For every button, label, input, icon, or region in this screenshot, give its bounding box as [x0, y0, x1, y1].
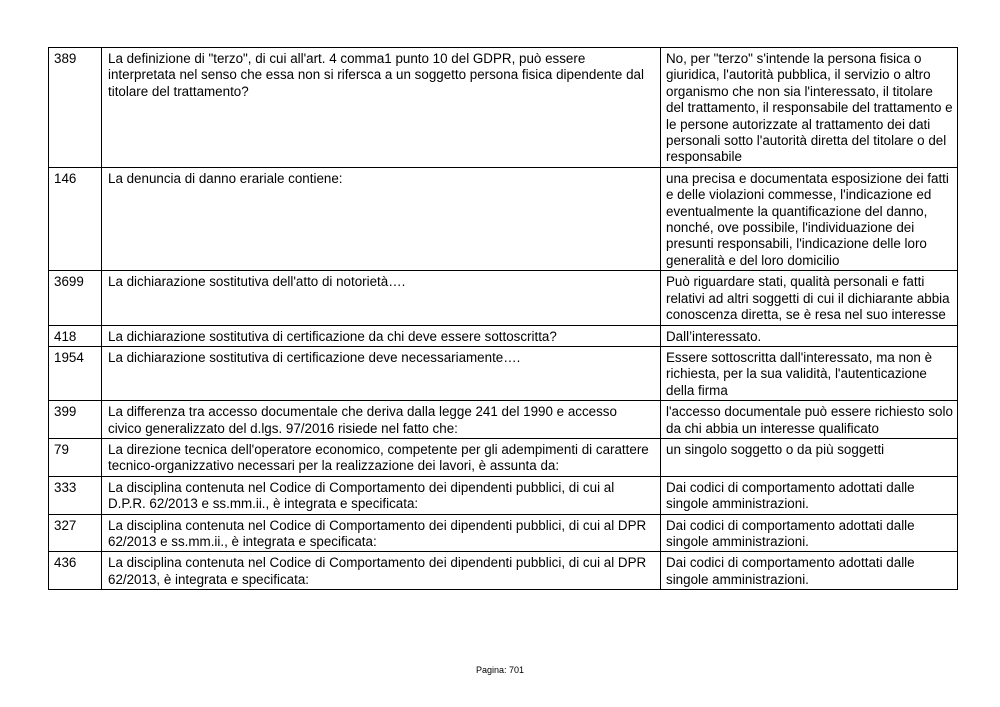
question-number: 436	[49, 552, 102, 590]
question-text: La disciplina contenuta nel Codice di Comportamento dei dipendenti pubblici, di cui al DPR 62/2013, è integrata e specificata:	[102, 552, 661, 590]
question-number: 399	[49, 401, 102, 439]
table-row	[49, 552, 958, 590]
table-body	[49, 48, 958, 590]
answer-text: Dai codici di comportamento adottati dalle singole amministrazioni.	[661, 476, 958, 514]
question-number: 79	[49, 438, 102, 476]
answer-text: un singolo soggetto o da più soggetti	[661, 438, 958, 476]
answer-text: Dai codici di comportamento adottati dalle singole amministrazioni.	[661, 552, 958, 590]
answer-text: Dall’interessato.	[661, 325, 958, 346]
question-text: La disciplina contenuta nel Codice di Comportamento dei dipendenti pubblici, di cui al DPR 62/2013 e ss.mm.ii., è integrata e specificata:	[102, 514, 661, 552]
question-text: La direzione tecnica dell'operatore economico, competente per gli adempimenti di carattere tecnico-organizzativo necessari per la realizzazione dei lavori, è assunta da:	[102, 438, 661, 476]
question-number: 418	[49, 325, 102, 346]
table-row	[49, 401, 958, 439]
answer-text: No, per "terzo" s'intende la persona fisica o giuridica, l'autorità pubblica, il servizio o altro organismo che non sia l'interessato, il titolare del trattamento, il responsabile del trattamento e le persone autorizzate al trattamento dei dati personali sotto l'autorità diretta del titolare o del responsabile	[661, 48, 958, 168]
question-number: 1954	[49, 346, 102, 400]
answer-text: Dai codici di comportamento adottati dalle singole amministrazioni.	[661, 514, 958, 552]
table-row	[49, 48, 958, 168]
answer-text: Può riguardare stati, qualità personali e fatti relativi ad altri soggetti di cui il dichiarante abbia conoscenza diretta, se è resa nel suo interesse	[661, 271, 958, 325]
question-answer-table	[48, 47, 958, 590]
question-text: La differenza tra accesso documentale che deriva dalla legge 241 del 1990 e accesso civico generalizzato del d.lgs. 97/2016 risiede nel fatto che:	[102, 401, 661, 439]
question-number: 333	[49, 476, 102, 514]
answer-text: Essere sottoscritta dall'interessato, ma non è richiesta, per la sua validità, l'autenticazione della firma	[661, 346, 958, 400]
answer-text: una precisa e documentata esposizione dei fatti e delle violazioni commesse, l'indicazione ed eventualmente la quantificazione del danno, nonché, ove possibile, l'individuazione dei presunti responsabili, l'indicazione delle loro generalità e del loro domicilio	[661, 167, 958, 270]
table-row	[49, 514, 958, 552]
table-row	[49, 346, 958, 400]
page-number: Pagina: 701	[475, 665, 525, 675]
question-text: La disciplina contenuta nel Codice di Comportamento dei dipendenti pubblici, di cui al D.P.R. 62/2013 e ss.mm.ii., è integrata e specificata:	[102, 476, 661, 514]
table-row	[49, 271, 958, 325]
question-number: 389	[49, 48, 102, 168]
question-text: La denuncia di danno erariale contiene:	[102, 167, 661, 270]
question-number: 146	[49, 167, 102, 270]
table-row	[49, 167, 958, 270]
question-text: La dichiarazione sostitutiva di certificazione da chi deve essere sottoscritta?	[102, 325, 661, 346]
question-text: La dichiarazione sostitutiva dell'atto di notorietà….	[102, 271, 661, 325]
question-number: 3699	[49, 271, 102, 325]
table-row	[49, 476, 958, 514]
table-row	[49, 325, 958, 346]
table-row	[49, 438, 958, 476]
answer-text: l'accesso documentale può essere richiesto solo da chi abbia un interesse qualificato	[661, 401, 958, 439]
question-text: La dichiarazione sostitutiva di certificazione deve necessariamente….	[102, 346, 661, 400]
question-number: 327	[49, 514, 102, 552]
question-text: La definizione di "terzo", di cui all'art. 4 comma1 punto 10 del GDPR, può essere interpretata nel senso che essa non si rifersca a un soggetto persona fisica dipendente dal titolare del trattamento?	[102, 48, 661, 168]
